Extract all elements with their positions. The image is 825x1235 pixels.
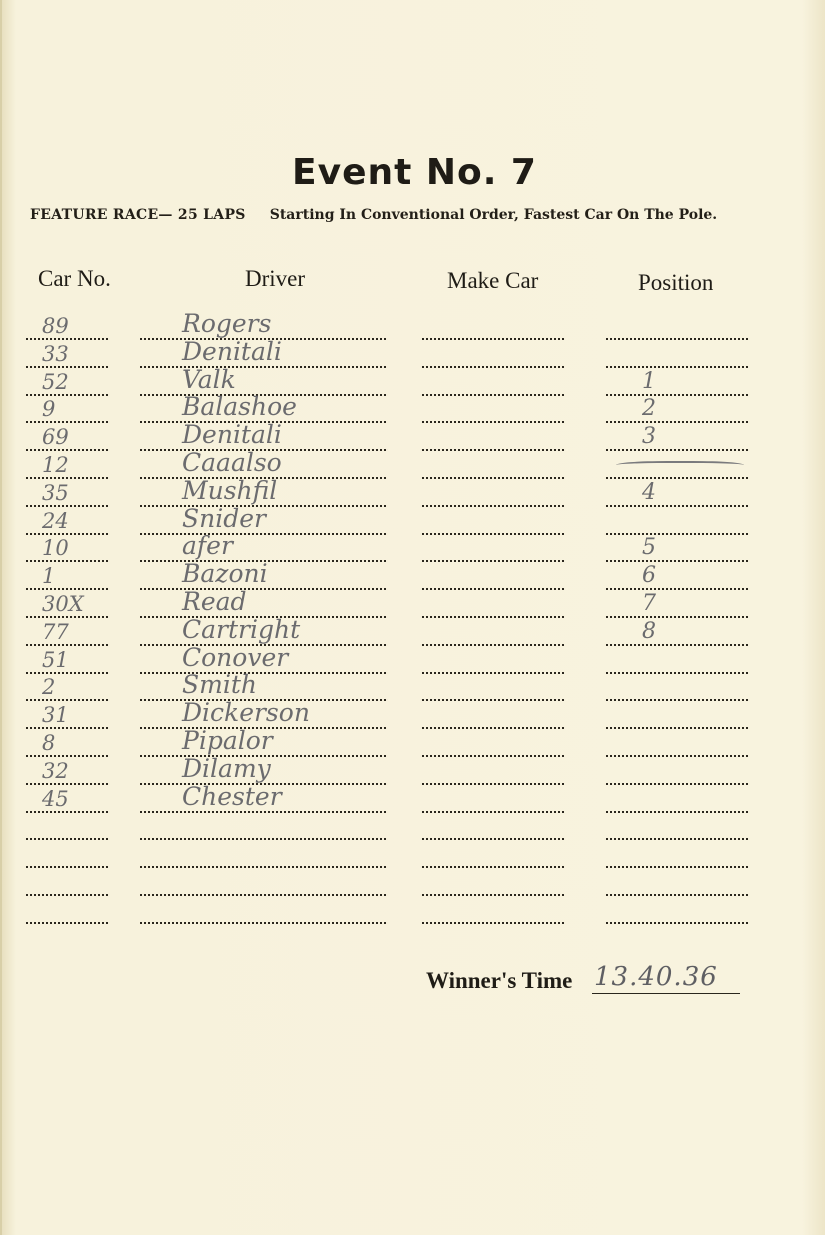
entry-car-number: 24 — [42, 508, 69, 533]
entry-row — [2, 642, 825, 674]
entry-position: 8 — [642, 618, 656, 644]
entry-row — [2, 726, 825, 757]
entry-driver-name: Caaalso — [182, 448, 282, 477]
event-title: Event No. 7 — [292, 152, 537, 193]
column-header-position: Position — [638, 270, 714, 295]
entry-row — [2, 587, 825, 618]
entry-car-number: 45 — [42, 786, 69, 811]
entry-car-number: 77 — [42, 619, 69, 644]
entry-position: 3 — [642, 424, 656, 450]
entry-car-number: 33 — [42, 341, 69, 366]
entry-driver-name: Valk — [182, 364, 236, 394]
entry-car-number: 52 — [42, 369, 69, 394]
entry-position: 5 — [642, 535, 656, 561]
entry-row — [2, 781, 825, 813]
entry-position: 4 — [642, 479, 656, 505]
entry-driver-name: Denitali — [182, 336, 282, 366]
entry-driver-name: Denitali — [182, 420, 282, 450]
entry-driver-name: Pipalor — [182, 726, 273, 755]
entry-car-number: 89 — [42, 314, 69, 338]
entry-car-number: 51 — [42, 647, 69, 672]
position-line — [606, 922, 748, 924]
entry-row — [2, 614, 825, 646]
entry-car-number: 35 — [42, 480, 69, 505]
make-car-line — [422, 922, 564, 924]
entry-driver-name: Dickerson — [182, 698, 310, 728]
entry-driver-name: Dilamy — [182, 753, 271, 783]
column-header-driver: Driver — [245, 266, 306, 291]
entry-driver-name: Chester — [182, 781, 282, 811]
car-no-line — [26, 922, 108, 924]
entry-position: 1 — [642, 368, 656, 394]
winners-time-label: Winner's Time — [426, 968, 573, 993]
winners-time-value: 13.40.36 — [594, 962, 718, 992]
entry-driver-name: Smith — [182, 670, 257, 700]
winners-time-line — [592, 993, 740, 994]
entry-driver-name: afer — [182, 531, 233, 561]
entry-car-number: 1 — [42, 564, 56, 589]
entry-row — [2, 896, 825, 924]
entry-driver-name: Balashoe — [182, 392, 297, 422]
entry-row — [2, 868, 825, 896]
entry-driver-name: Conover — [182, 642, 289, 672]
entry-position: 6 — [642, 563, 656, 589]
entry-row — [2, 475, 825, 507]
entry-row — [2, 840, 825, 868]
entry-car-number: 32 — [42, 758, 69, 783]
entry-car-number: 30X — [42, 592, 84, 616]
entry-driver-name: Cartright — [182, 614, 301, 644]
entry-row — [2, 309, 825, 340]
entry-position: 7 — [642, 591, 656, 616]
entry-row — [2, 503, 825, 535]
entry-car-number: 2 — [42, 675, 56, 700]
entry-row — [2, 392, 825, 423]
position-divider-stroke — [616, 461, 744, 471]
race-label: FEATURE RACE— 25 LAPS — [30, 207, 246, 223]
entry-car-number: 69 — [42, 425, 69, 450]
entry-car-number: 8 — [42, 731, 56, 755]
entry-row — [2, 698, 825, 729]
entry-row — [2, 812, 825, 840]
entry-car-number: 10 — [42, 536, 69, 561]
entry-row — [2, 559, 825, 590]
race-description: Starting In Conventional Order, Fastest Car On The Pole. — [269, 207, 718, 223]
column-header-car-no: Car No. — [38, 266, 111, 291]
entry-row — [2, 670, 825, 701]
entry-row — [2, 531, 825, 562]
driver-line — [140, 922, 386, 924]
entry-row — [2, 364, 825, 396]
entry-row — [2, 420, 825, 451]
entry-car-number: 9 — [42, 397, 56, 422]
race-subtitle — [30, 205, 770, 225]
column-header-make-car: Make Car — [447, 268, 539, 293]
entry-car-number: 12 — [42, 453, 69, 477]
entry-car-number: 31 — [42, 703, 69, 728]
entry-driver-name: Snider — [182, 503, 266, 533]
entry-driver-name: Bazoni — [182, 559, 268, 589]
entry-driver-name: Mushfil — [182, 475, 278, 505]
entry-driver-name: Rogers — [182, 309, 272, 338]
entry-row — [2, 336, 825, 368]
entry-position: 2 — [642, 396, 656, 422]
entry-row — [2, 753, 825, 785]
entry-driver-name: Read — [182, 587, 247, 616]
